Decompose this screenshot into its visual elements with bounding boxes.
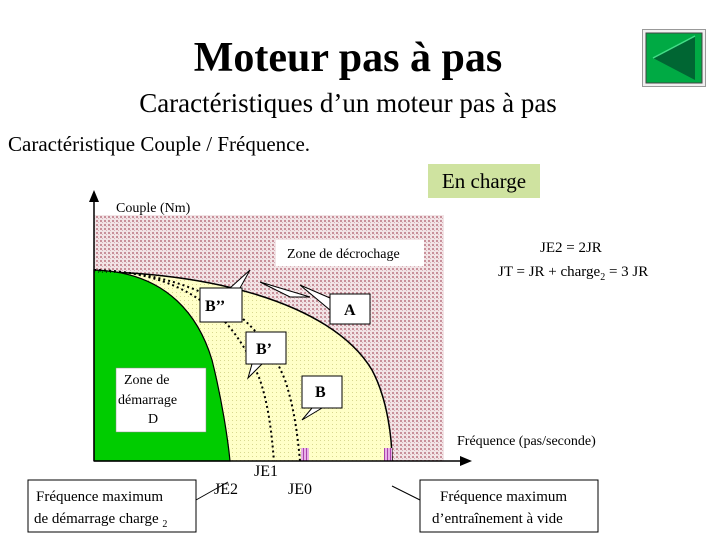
fmax-start-line1: Fréquence maximum — [36, 489, 164, 505]
je0-label: JE0 — [288, 481, 312, 498]
zone-demarrage-line1: Zone de — [124, 373, 170, 388]
formula-line1: JE2 = 2JR — [540, 240, 602, 256]
x-axis-arrow — [460, 456, 472, 466]
je2-label: JE2 — [214, 481, 238, 498]
je1-label: JE1 — [254, 463, 278, 480]
leader-fmax-run — [392, 486, 420, 500]
zone-demarrage-line2: démarrage — [118, 393, 178, 408]
fmax-run-line2: d’entraînement à vide — [432, 511, 563, 527]
point-a-label: A — [344, 302, 356, 319]
y-axis-label: Couple (Nm) — [116, 201, 191, 216]
marker-fmax-start — [301, 448, 309, 461]
section-heading: Caractéristique Couple / Fréquence. — [8, 132, 311, 156]
zone-demarrage-line3: D — [148, 412, 159, 427]
point-b-label: B — [315, 384, 326, 401]
zone-decrochage-label: Zone de décrochage — [287, 247, 400, 262]
slide-title: Moteur pas à pas — [193, 35, 503, 81]
point-b-double-prime-label: B’’ — [205, 298, 226, 315]
x-axis-label: Fréquence (pas/seconde) — [457, 434, 596, 449]
fmax-start-line2: de démarrage charge $_2$ — [34, 511, 168, 530]
slide-subtitle: Caractéristiques d’un moteur pas à pas — [139, 88, 557, 118]
fmax-run-line1: Fréquence maximum — [440, 489, 568, 505]
marker-fmax-run — [384, 448, 392, 461]
y-axis-arrow — [89, 190, 99, 202]
charge-badge: En charge — [428, 164, 540, 198]
point-b-prime-label: B’ — [256, 341, 272, 358]
formula-line2: JT = JR + charge$_2$ = 3 JR — [498, 264, 649, 283]
